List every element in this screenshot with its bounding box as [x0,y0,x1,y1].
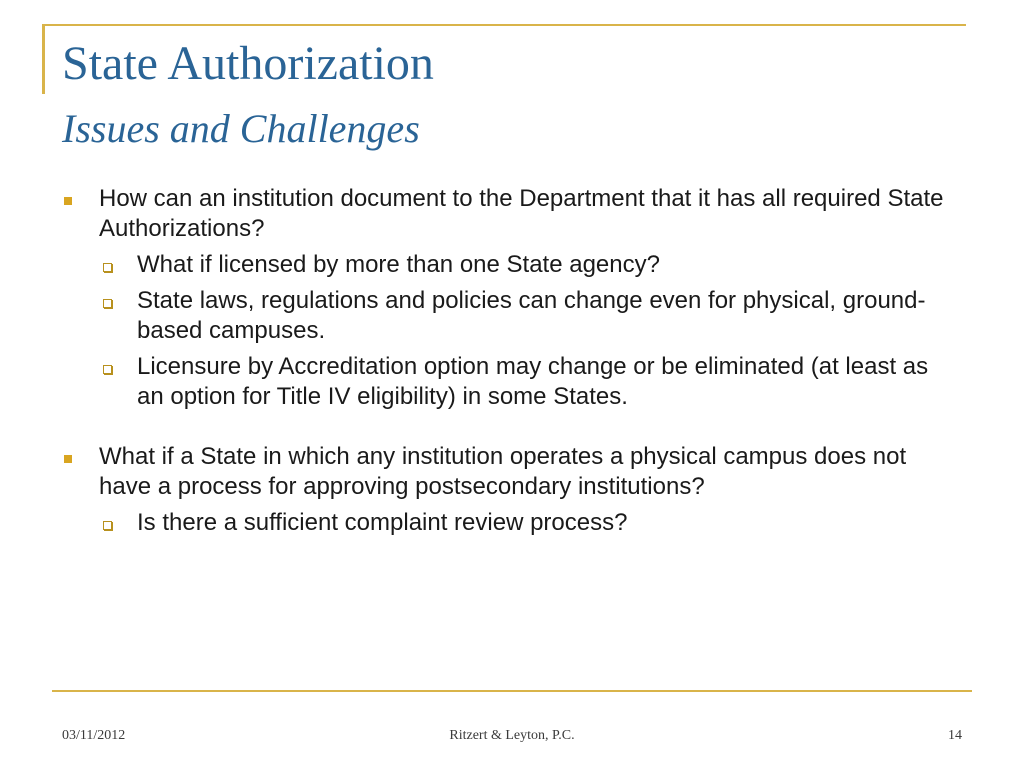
hollow-square-bullet-icon [103,299,112,308]
footer-firm-name: Ritzert & Leyton, P.C. [449,728,575,743]
square-bullet-icon [64,455,72,463]
sub-bullet-text: State laws, regulations and policies can change even for physical, ground-based campuses. [137,287,926,344]
slide-content [60,184,960,538]
title-frame-horizontal-rule [42,24,966,26]
bullet-item [60,442,960,538]
sub-bullet-text: Licensure by Accreditation option may change or be eliminated (at least as an option for Title IV eligibility) in some States. [137,353,929,410]
sub-bullet-list [99,250,960,412]
sub-bullet-text: What if licensed by more than one State agency? [137,251,660,278]
sub-bullet-text: Is there a sufficient complaint review process? [137,509,628,536]
bullet-text: What if a State in which any institution operates a physical campus does not have a process for approving postsecondary institutions? [99,443,907,500]
sub-bullet-item [99,508,960,538]
sub-bullet-item [99,250,960,280]
hollow-square-bullet-icon [103,263,112,272]
bullet-item [60,184,960,412]
hollow-square-bullet-icon [103,521,112,530]
sub-bullet-item [99,352,960,412]
footer-divider [52,690,972,692]
footer-page-number: 14 [948,728,962,743]
square-bullet-icon [64,197,72,205]
footer-date: 03/11/2012 [62,728,126,743]
hollow-square-bullet-icon [103,365,112,374]
title-frame-vertical-rule [42,24,45,94]
slide-title: State Authorization [62,37,434,90]
sub-bullet-list [99,508,960,538]
sub-bullet-item [99,286,960,346]
bullet-text: How can an institution document to the Department that it has all required State Authorizations? [99,185,944,242]
slide-subtitle: Issues and Challenges [62,106,420,151]
